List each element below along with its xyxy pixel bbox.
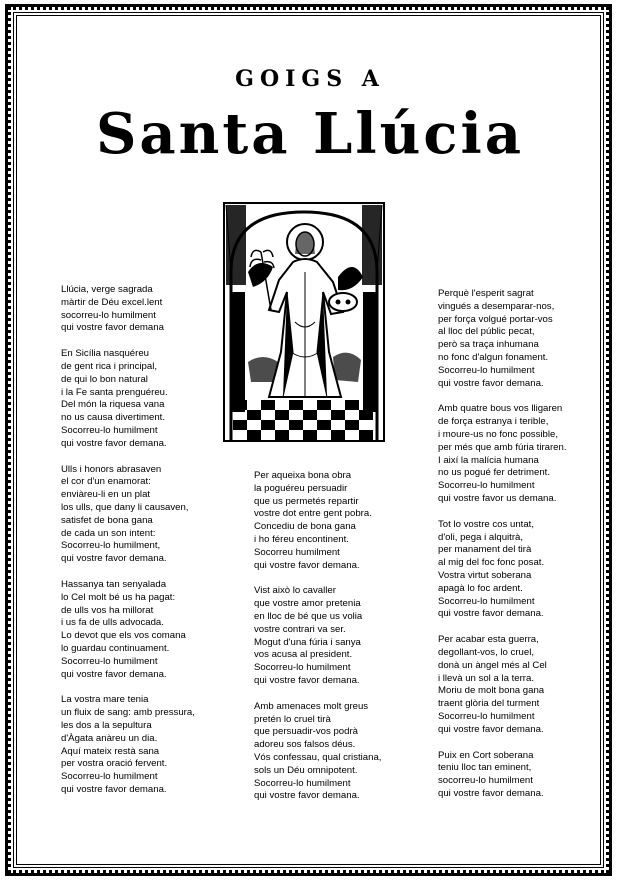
verse-line: de qui lo bon natural (61, 373, 148, 385)
verse-line: per força volgué portar-vos (438, 313, 553, 325)
verse-line: Per acabar esta guerra, (438, 634, 539, 646)
verse-line: Vostra virtut soberana (438, 569, 532, 581)
verse-line: no us pogué fer detriment. (438, 467, 550, 479)
verse-line: traent glòria del turment (438, 698, 540, 710)
verse-line: que persuadir-vos podrà (254, 726, 358, 738)
verse-line: Socorreu-lo humilment (438, 480, 535, 492)
verse-line: qui vostre favor demana. (438, 787, 544, 799)
verse-line: apagà lo foc ardent. (438, 582, 523, 594)
verse-line: Socorreu-lo humilment (61, 655, 158, 667)
verse-line: màrtir de Déu excel.lent (61, 296, 163, 308)
verse-line: per manament del tirà (438, 544, 532, 556)
verse-line: que us permetés repartir (254, 495, 359, 507)
verse-line: I així la malícia humana (438, 454, 539, 466)
verse-line: socorreu-lo humilment (61, 309, 156, 321)
verse-line: vostre dot entre gent pobra. (254, 508, 372, 520)
verse-line: Amb amenaces molt greus (254, 700, 369, 712)
verse-line: al lloc del públic pecat, (438, 326, 535, 338)
verse-line: d'Àgata anàreu un dia. (61, 732, 158, 744)
verse-line: la poguéreu persuadir (254, 482, 348, 494)
verse-line: i la Fe santa prenguéreu. (61, 386, 168, 398)
verse-line: però sa traça inhumana (438, 339, 539, 351)
verse-column-middle (254, 470, 414, 816)
verse-line: Vist això lo cavaller (254, 585, 336, 597)
verse-line: qui vostre favor demana. (254, 790, 360, 802)
verse-line: un fluix de sang: amb pressura, (61, 707, 195, 719)
verse-line: de cada un son intent: (61, 527, 156, 539)
verse-line: La vostra mare tenia (61, 694, 149, 706)
verse-line: donà un àngel més al Cel (438, 659, 547, 671)
verse-line: satisfet de bona gana (61, 514, 153, 526)
verse-line: el cor d'un enamorat: (61, 476, 151, 488)
verse-line: Socorreu-lo humilment (61, 771, 158, 783)
verse-line: qui vostre favor demana. (438, 723, 544, 735)
verse-line: Ulls i honors abrasaven (61, 463, 162, 475)
verse-line: no fonc d'algun fonament. (438, 351, 549, 363)
verse-line: Concediu de bona gana (254, 521, 356, 533)
verse-line: Hassanya tan senyalada (61, 578, 167, 590)
verse-line: en lloc de bé que us volia (254, 610, 363, 622)
verse-line: qui vostre favor demana. (61, 437, 167, 449)
verse-line: al mig del foc fonc posat. (438, 557, 545, 569)
verse-line: que vostre amor pretenia (254, 598, 361, 610)
verse-line: qui vostre favor demana. (254, 674, 360, 686)
verse-line: Socorreu-lo humilment, (61, 540, 161, 552)
verse-line: qui vostre favor demana. (61, 783, 167, 795)
verse-line: les dos a la sepultura (61, 719, 152, 731)
verse-line: En Sicília nasquéreu (61, 348, 149, 360)
verse-line: i llevà un sol a la terra. (438, 672, 534, 684)
verse-line: de gent rica i principal, (61, 360, 157, 372)
verse-line: pretén lo cruel tirà (254, 713, 331, 725)
verse-line: Socorreu-lo humilment (61, 424, 158, 436)
verse-column-right (438, 288, 598, 814)
verse-line: qui vostre favor demana. (61, 553, 167, 565)
stanza (61, 464, 221, 566)
stanza (254, 585, 414, 687)
verse-line: qui vostre favor us demana. (438, 492, 557, 504)
stanza (61, 348, 221, 450)
verse-line: Socorreu humilment (254, 546, 340, 558)
verse-line: i moure-us no fonc possible, (438, 428, 558, 440)
stanza (254, 701, 414, 803)
supertitle: GOIGS A (235, 66, 385, 92)
verse-line: no us causa divertiment. (61, 412, 165, 424)
verse-line: Socorreu-lo humilment (254, 777, 351, 789)
verse-line: Socorreu-lo humilment (438, 595, 535, 607)
verse-line: lo guardau continuament. (61, 642, 170, 654)
verse-line: vostre contrari va ser. (254, 623, 346, 635)
verse-line: lo Cel molt bé us ha pagat: (61, 591, 176, 603)
verse-line: Puix en Cort soberana (438, 749, 534, 761)
verse-line: vos acusa al president. (254, 649, 353, 661)
page-title: Santa Llúcia (95, 101, 525, 167)
verse-line: per més que amb fúria tiraren. (438, 441, 567, 453)
verse-line: de força estranya i terible, (438, 416, 549, 428)
verse-line: per vostra oració fervent. (61, 758, 168, 770)
verse-line: Perquè l'esperit sagrat (438, 288, 534, 299)
stanza (438, 403, 598, 505)
verse-line: qui vostre favor demana. (254, 559, 360, 571)
verse-line: Llúcia, verge sagrada (61, 284, 153, 295)
verse-line: d'oli, pega i alquitrà, (438, 531, 524, 543)
verse-line: i us fa de ulls advocada. (61, 617, 164, 629)
verse-line: Lo devot que els vos comana (61, 630, 186, 642)
verse-line: Mogut d'una fúria i sanya (254, 636, 361, 648)
verse-line: sols un Déu omnipotent. (254, 764, 358, 776)
verse-column-left (61, 284, 221, 810)
verse-line: degollant-vos, lo cruel, (438, 646, 534, 658)
verse-line: los ulls, que dany li causaven, (61, 501, 189, 513)
verse-line: adoreu sos falsos déus. (254, 739, 356, 751)
verse-line: Del món la riquesa vana (61, 399, 165, 411)
stanza (61, 579, 221, 681)
stanza (438, 519, 598, 621)
verse-line: qui vostre favor demana. (438, 377, 544, 389)
verse-line: Vós confessau, qual cristiana, (254, 751, 382, 763)
stanza (438, 750, 598, 801)
verse-line: Socorreu-lo humilment (438, 710, 535, 722)
stanza (438, 288, 598, 390)
verse-line: Socorreu-lo humilment (438, 364, 535, 376)
verse-line: enviàreu-li en un plat (61, 489, 151, 501)
verse-line: Socorreu-lo humilment (254, 662, 351, 674)
stanza (254, 470, 414, 572)
verse-line: Moriu de molt bona gana (438, 685, 545, 697)
verse-line: i ho féreu encontinent. (254, 533, 349, 545)
saint-lucia-illustration (223, 202, 385, 442)
verse-line: socorreu-lo humilment (438, 775, 533, 787)
verse-line: vingués a desemparar-nos, (438, 300, 555, 312)
verse-line: qui vostre favor demana. (61, 668, 167, 680)
verse-line: Tot lo vostre cos untat, (438, 518, 534, 530)
verse-line: Aquí mateix restà sana (61, 745, 160, 757)
verse-line: teniu lloc tan eminent, (438, 762, 532, 774)
verse-line: Per aqueixa bona obra (254, 470, 352, 481)
verse-line: de ulls vos ha millorat (61, 604, 154, 616)
stanza (61, 694, 221, 796)
verse-line: Amb quatre bous vos lligaren (438, 403, 563, 415)
stanza (438, 634, 598, 736)
stanza (61, 284, 221, 335)
verse-line: qui vostre favor demana (61, 322, 164, 334)
verse-line: qui vostre favor demana. (438, 608, 544, 620)
